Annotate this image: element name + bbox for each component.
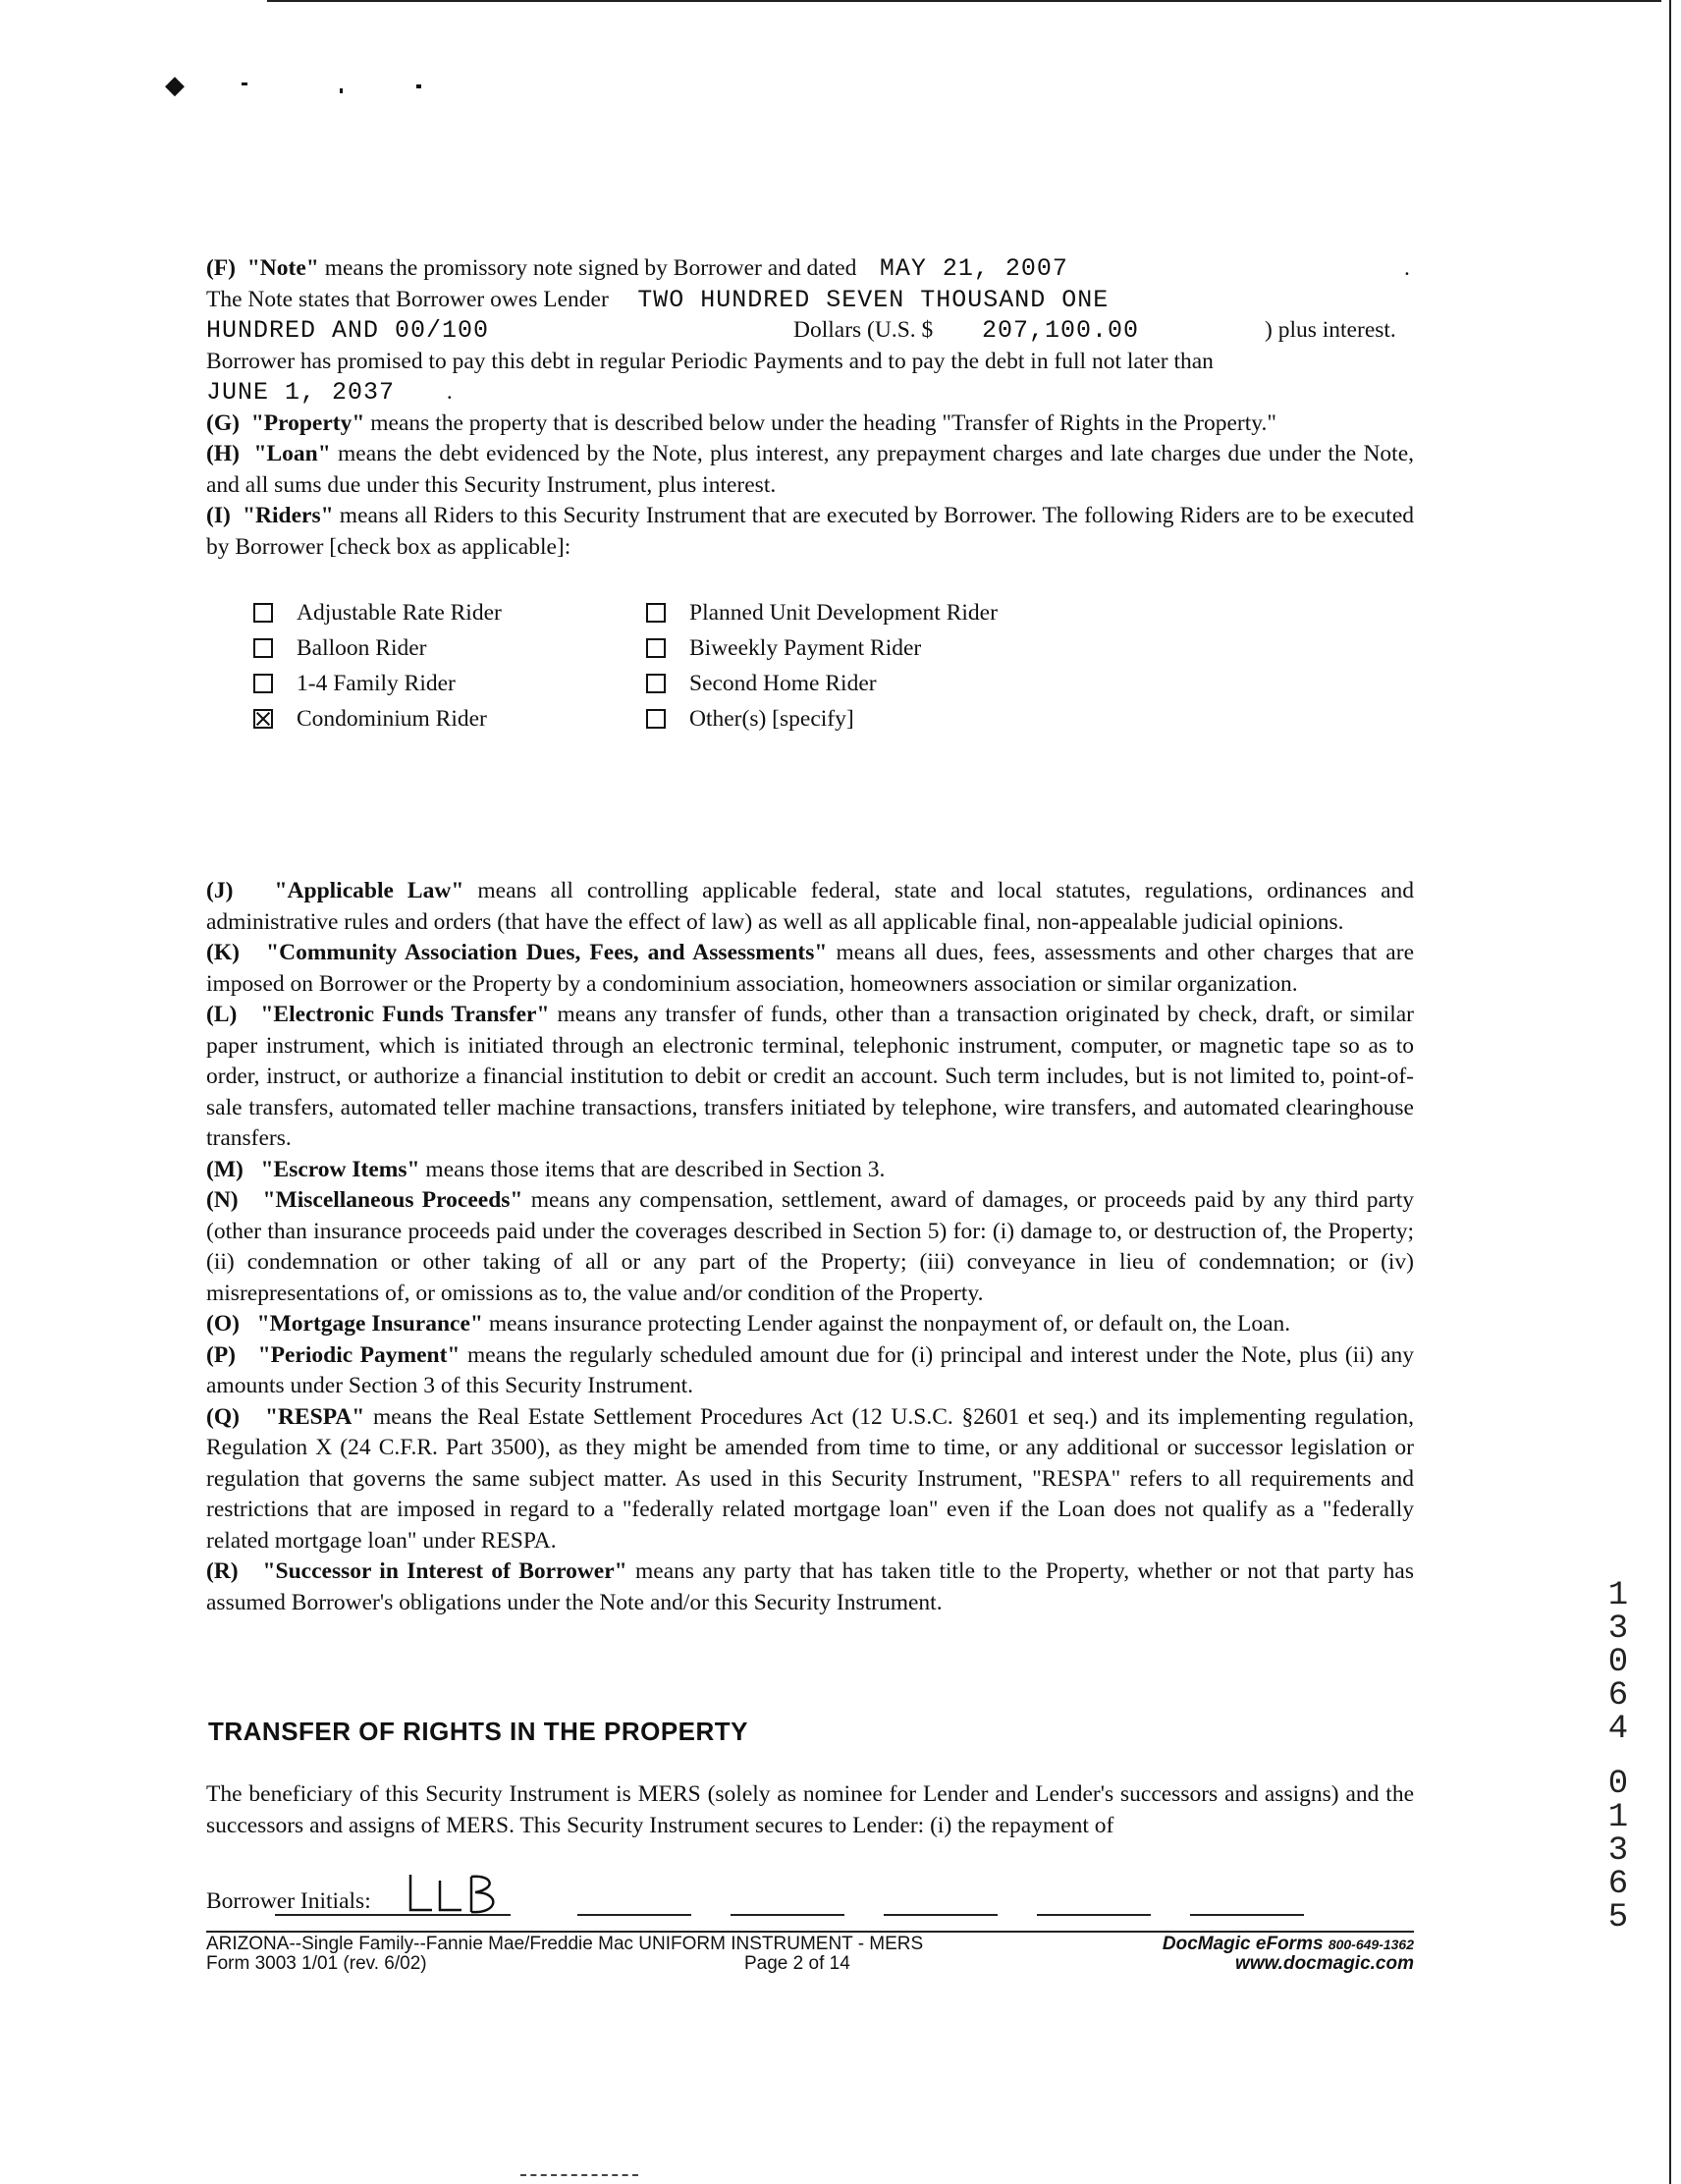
definition-label: (O) — [206, 1311, 240, 1337]
checkbox[interactable] — [253, 674, 273, 693]
stamp-digit: 4 — [1607, 1711, 1629, 1748]
initials-signature-icon — [403, 1871, 511, 1916]
transfer-paragraph: The beneficiary of this Security Instrument is MERS (solely as nominee for Lender and Lender's successors and assigns) and the successors and assigns of MERS. This Security Instrument secures to Lender: (i) the repayment of — [206, 1781, 1414, 1838]
definition-p — [206, 1340, 1414, 1402]
definition-term: "Escrow Items" — [260, 1156, 420, 1182]
rider-planned-unit-development[interactable] — [646, 595, 998, 630]
definition-term: "Successor in Interest of Borrower" — [262, 1558, 627, 1584]
definition-g — [206, 409, 1414, 440]
page-edge-bottom — [520, 2174, 638, 2176]
rider-label: Second Home Rider — [689, 670, 877, 696]
stamp-digit: 3 — [1607, 1611, 1629, 1648]
definition-k — [206, 938, 1414, 1000]
section-heading: TRANSFER OF RIGHTS IN THE PROPERTY — [208, 1717, 749, 1746]
definition-m — [206, 1155, 1414, 1186]
definition-term: "Periodic Payment" — [257, 1341, 461, 1368]
checkbox[interactable] — [646, 674, 666, 693]
definition-label: (G) — [206, 410, 240, 436]
definition-n — [206, 1185, 1414, 1309]
definition-q — [206, 1402, 1414, 1557]
plus-interest: ) plus interest. — [1265, 317, 1396, 343]
definition-text: means those items that are described in Section 3. — [425, 1156, 886, 1182]
definition-term: "Property" — [250, 410, 365, 436]
definition-term: "Applicable Law" — [274, 878, 464, 903]
definition-term: "Community Association Dues, Fees, and Assessments" — [266, 940, 828, 965]
page-edge-right — [1669, 0, 1671, 2184]
rider-label: Other(s) [specify] — [689, 705, 854, 732]
rider-1-4-family[interactable] — [253, 666, 502, 701]
maturity-date: JUNE 1, 2037 — [206, 378, 396, 407]
definition-label: (F) — [206, 255, 237, 281]
initials-label: Borrower Initials: — [206, 1888, 371, 1914]
definition-text: means the property that is described below under the heading "Transfer of Rights in the Property." — [370, 410, 1276, 436]
rider-second-home[interactable] — [646, 666, 998, 701]
definition-label: (I) — [206, 503, 231, 528]
rider-label: Balloon Rider — [297, 634, 427, 661]
definition-term: "Mortgage Insurance" — [256, 1311, 483, 1337]
stamp-digit: 0 — [1607, 1644, 1629, 1681]
scan-mark: ◆ — [165, 71, 185, 99]
stamp-digit: 0 — [1607, 1766, 1629, 1803]
scan-speck — [416, 84, 421, 88]
page-number: Page 2 of 14 — [744, 1953, 850, 1974]
definition-text: means any compensation, settlement, award of damages, or proceeds paid by any third party (other than insurance proceeds paid under the coverages described in Section 5) for: (i) damage to, or destruction of, the Property; (ii) condemnation or other taking of all or any part of the Property; (iii) conveyance in lieu of condemnation; or (iv) misrepresentations of, or omissions as to, the value and/or condition of the Property. — [206, 1187, 1415, 1306]
checkbox[interactable] — [646, 709, 666, 729]
definition-label: (J) — [206, 878, 234, 903]
initials-line[interactable] — [577, 1914, 691, 1916]
rider-condominium[interactable] — [253, 701, 502, 737]
rider-label: Planned Unit Development Rider — [689, 599, 998, 626]
rider-biweekly-payment[interactable] — [646, 630, 998, 666]
definition-term: "Riders" — [243, 503, 334, 528]
brand-url: www.docmagic.com — [1235, 1953, 1414, 1974]
checkbox[interactable] — [646, 603, 666, 623]
footer-form-title: ARIZONA--Single Family--Fannie Mae/Freddie Mac UNIFORM INSTRUMENT - MERS — [206, 1934, 924, 1954]
brand-phone: 800-649-1362 — [1328, 1937, 1414, 1952]
definition-text: means the regularly scheduled amount due for (i) principal and interest under the Note, plus (ii) any amounts under Section 3 of this Security Instrument. — [206, 1341, 1415, 1398]
definition-text: means any transfer of funds, other than a transaction originated by check, draft, or similar paper instrument, which is initiated through an electronic terminal, telephonic instrument, computer, or magnetic tape so as to order, instruct, or authorize a financial institution to debit or credit an account. Such term includes, but is not limited to, point-of-sale transfers, automated teller machine transactions, transfers initiated by telephone, wire transfers, and automated clearinghouse transfers. — [206, 1002, 1414, 1151]
definition-label: (N) — [206, 1187, 239, 1213]
rider-label: Adjustable Rate Rider — [297, 599, 502, 626]
dollars-label: Dollars (U.S. $ — [793, 317, 934, 343]
borrower-initials — [206, 1871, 1414, 1920]
definition-j — [206, 876, 1414, 938]
definition-label: (K) — [206, 940, 240, 965]
definition-text: means the Real Estate Settlement Procedures Act (12 U.S.C. §2601 et seq.) and its implementing regulation, Regulation X (24 C.F.R. Part 3500), as they might be amended from time to time, or any additional or successor legislation or regulation that governs the same subject matter. As used in this Security Instrument, "RESPA" refers to all requirements and restrictions that are imposed in regard to a "federally related mortgage loan" even if the Loan does not qualify as a "federally related mortgage loan" under RESPA. — [206, 1403, 1415, 1554]
initials-line[interactable] — [1190, 1914, 1304, 1916]
definition-term: "RESPA" — [264, 1403, 365, 1430]
rider-label: Biweekly Payment Rider — [689, 634, 922, 661]
definition-term: "Electronic Funds Transfer" — [260, 1002, 550, 1027]
note-amount: 207,100.00 — [982, 316, 1140, 345]
definition-f: (F) "Note" means the promissory note signed by Borrower and dated MAY 21, 2007 . The Note states that Borrower owes Lender TWO HUNDRED SEVEN THOUSAND ONE HUNDRED AND 00/100 Dollars (U.S. $ 207,100.00 ) plus interest. Borrower has promised to pay this debt in regular Periodic Payments and to pay the debt in full not later than JUNE 1, 2037 . — [206, 253, 1414, 409]
definitions-bottom — [206, 876, 1414, 1618]
rider-adjustable-rate[interactable] — [253, 595, 502, 630]
checkbox[interactable] — [253, 603, 273, 623]
document-number-stamp — [1599, 1579, 1638, 1935]
definition-term: "Note" — [246, 255, 319, 281]
brand-logo: DocMagic eForms — [1162, 1934, 1324, 1954]
definition-l — [206, 1000, 1414, 1155]
page-edge-top — [267, 0, 1661, 2]
definition-label: (Q) — [206, 1403, 240, 1430]
definition-o — [206, 1309, 1414, 1340]
note-date: MAY 21, 2007 — [879, 254, 1068, 283]
scan-speck — [242, 82, 247, 85]
initials-line[interactable] — [731, 1914, 844, 1916]
rider-label: 1-4 Family Rider — [297, 670, 456, 696]
definition-label: (L) — [206, 1002, 238, 1027]
riders-left-column — [253, 595, 502, 737]
footer-brand — [1043, 1935, 1414, 1974]
definition-h — [206, 439, 1414, 501]
definition-text: means all controlling applicable federal, state and local statutes, regulations, ordinances and administrative rules and orders (that have the effect of law) as well as all applicable final, non-appealable judicial opinions. — [206, 878, 1414, 935]
riders-right-column — [646, 595, 998, 737]
stamp-digit: 3 — [1607, 1832, 1629, 1870]
stamp-digit: 1 — [1607, 1577, 1629, 1614]
initials-line[interactable] — [884, 1914, 998, 1916]
checkbox[interactable] — [646, 638, 666, 658]
definition-term: "Miscellaneous Proceeds" — [262, 1187, 523, 1213]
amount-words-1: TWO HUNDRED SEVEN THOUSAND ONE — [637, 285, 1110, 314]
definition-text: means any party that has taken title to the Property, whether or not that party has assumed Borrower's obligations under the Note and/or this Security Instrument. — [206, 1558, 1414, 1615]
stamp-digit: 6 — [1607, 1677, 1629, 1715]
rider-other[interactable] — [646, 701, 998, 737]
stamp-digit: 6 — [1607, 1866, 1629, 1903]
definition-label: (M) — [206, 1156, 244, 1182]
definition-label: (P) — [206, 1341, 237, 1368]
initials-line[interactable] — [1037, 1914, 1151, 1916]
footer-form-number: Form 3003 1/01 (rev. 6/02) — [206, 1953, 427, 1974]
definition-text: means the debt evidenced by the Note, plus interest, any prepayment charges and late charges due under the Note, and all sums due under this Security Instrument, plus interest. — [206, 441, 1414, 498]
definition-i — [206, 501, 1414, 563]
definition-text: means all Riders to this Security Instrument that are executed by Borrower. The following Riders are to be executed by Borrower [check box as applicable]: — [206, 503, 1415, 560]
definition-text: Borrower has promised to pay this debt in regular Periodic Payments and to pay the debt in full not later than — [206, 348, 1214, 374]
definition-term: "Loan" — [253, 441, 331, 466]
footer-rule — [206, 1931, 1414, 1933]
definition-text: The Note states that Borrower owes Lender — [206, 286, 609, 312]
definition-text: means all dues, fees, assessments and other charges that are imposed on Borrower or the Property by a condominium association, homeowners association or similar organization. — [206, 940, 1414, 997]
initials-line[interactable] — [275, 1914, 511, 1916]
stamp-digit: 5 — [1607, 1899, 1629, 1937]
rider-label: Condominium Rider — [297, 705, 487, 732]
definition-r — [206, 1556, 1414, 1618]
rider-balloon[interactable] — [253, 630, 502, 666]
definition-label: (R) — [206, 1558, 239, 1584]
stamp-digit: 1 — [1607, 1799, 1629, 1836]
checkbox[interactable] — [253, 638, 273, 658]
scan-speck — [340, 88, 343, 93]
checkbox-checked[interactable] — [253, 709, 273, 729]
definition-label: (H) — [206, 441, 240, 466]
definitions-top — [206, 253, 1414, 563]
amount-words-2: HUNDRED AND 00/100 — [206, 316, 490, 345]
definition-text: means the promissory note signed by Borrower and dated — [324, 255, 857, 281]
definition-text: means insurance protecting Lender against the nonpayment of, or default on, the Loan. — [488, 1311, 1291, 1337]
